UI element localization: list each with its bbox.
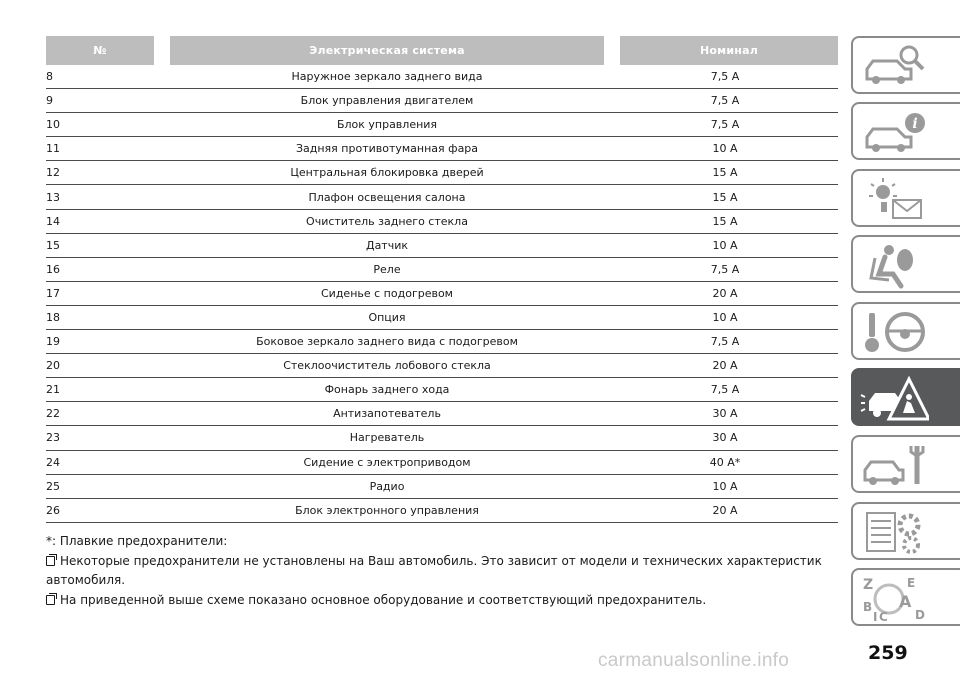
fuse-rating: 7,5 A — [612, 257, 838, 281]
table-row — [46, 474, 838, 498]
svg-text:E: E — [907, 576, 916, 590]
table-row — [46, 402, 838, 426]
watermark: carmanualsonline.info — [598, 650, 790, 671]
fuse-rating: 7,5 A — [612, 330, 838, 354]
fuse-system: Центральная блокировка дверей — [162, 161, 612, 185]
tab-car-info[interactable] — [851, 102, 960, 160]
table-row — [46, 354, 838, 378]
fuse-rating: 7,5 A — [612, 378, 838, 402]
fuse-system: Стеклоочиститель лобового стекла — [162, 354, 612, 378]
tab-safety[interactable] — [851, 235, 960, 293]
tab-warning-lights[interactable] — [851, 169, 960, 227]
fuse-number: 26 — [46, 498, 162, 522]
fuse-system: Наружное зеркало заднего вида — [162, 65, 612, 89]
table-row — [46, 233, 838, 257]
fuse-system: Датчик — [162, 233, 612, 257]
table-row — [46, 378, 838, 402]
svg-text:Z: Z — [863, 577, 874, 593]
svg-text:B: B — [863, 600, 873, 614]
table-row — [46, 305, 838, 329]
header-electrical-system: Электрическая система — [162, 36, 612, 65]
tab-index[interactable] — [851, 568, 960, 626]
table-row — [46, 330, 838, 354]
specs-gears-icon — [859, 507, 929, 557]
seat-airbag-icon — [859, 240, 929, 290]
fuse-system: Антизапотеватель — [162, 402, 612, 426]
fuse-system: Реле — [162, 257, 612, 281]
warning-lights-envelope-icon — [859, 174, 929, 224]
car-info-icon — [859, 107, 929, 157]
fuse-rating: 30 A — [612, 426, 838, 450]
fuse-number: 18 — [46, 305, 162, 329]
fuse-rating: 30 A — [612, 402, 838, 426]
table-row — [46, 498, 838, 522]
fuse-rating: 7,5 A — [612, 113, 838, 137]
fuse-system: Плафон освещения салона — [162, 185, 612, 209]
fuse-number: 15 — [46, 233, 162, 257]
table-row — [46, 450, 838, 474]
fuse-number: 16 — [46, 257, 162, 281]
fuse-rating: 20 A — [612, 498, 838, 522]
table-row — [46, 185, 838, 209]
tab-emergency[interactable] — [851, 368, 960, 426]
table-row — [46, 89, 838, 113]
fuse-system: Задняя противотуманная фара — [162, 137, 612, 161]
fuse-table — [46, 36, 838, 523]
car-search-icon — [859, 41, 929, 91]
table-row — [46, 137, 838, 161]
fuse-rating: 15 A — [612, 161, 838, 185]
fuse-number: 19 — [46, 330, 162, 354]
table-row — [46, 426, 838, 450]
fuse-number: 10 — [46, 113, 162, 137]
fuse-system: Блок управления двигателем — [162, 89, 612, 113]
fuse-system: Блок управления — [162, 113, 612, 137]
svg-text:i: i — [912, 116, 918, 132]
fuse-number: 21 — [46, 378, 162, 402]
fuse-number: 9 — [46, 89, 162, 113]
fuse-number: 13 — [46, 185, 162, 209]
fuse-number: 11 — [46, 137, 162, 161]
table-row — [46, 209, 838, 233]
fuse-system: Фонарь заднего хода — [162, 378, 612, 402]
tab-car-search[interactable] — [851, 36, 960, 94]
table-row — [46, 161, 838, 185]
fuse-rating: 10 A — [612, 305, 838, 329]
fuse-rating: 15 A — [612, 185, 838, 209]
page-number: 259 — [868, 642, 908, 664]
svg-text:I: I — [873, 610, 878, 623]
tab-starting-driving[interactable] — [851, 302, 960, 360]
fuse-system: Опция — [162, 305, 612, 329]
fuse-system: Сидение с электроприводом — [162, 450, 612, 474]
fuse-system: Нагреватель — [162, 426, 612, 450]
table-row — [46, 65, 838, 89]
fuse-number: 22 — [46, 402, 162, 426]
fuse-system: Сиденье с подогревом — [162, 281, 612, 305]
fuse-rating: 40 A* — [612, 450, 838, 474]
emergency-breakdown-icon — [859, 373, 929, 423]
footnote: *: Плавкие предохранители: — [46, 534, 228, 548]
fuse-number: 14 — [46, 209, 162, 233]
fuse-number: 25 — [46, 474, 162, 498]
fuse-number: 12 — [46, 161, 162, 185]
fuse-rating: 20 A — [612, 281, 838, 305]
header-number: № — [46, 36, 162, 65]
bullet-icon — [46, 595, 55, 605]
note-2-text: На приведенной выше схеме показано основное оборудование и соответствующий предохранитель. — [60, 592, 707, 607]
fuse-system: Очиститель заднего стекла — [162, 209, 612, 233]
bullet-icon — [46, 556, 55, 566]
header-rating: Номинал — [612, 36, 838, 65]
key-steering-wheel-icon — [859, 307, 929, 357]
notes — [46, 532, 838, 610]
note-2 — [46, 591, 838, 611]
table-row — [46, 113, 838, 137]
svg-text:D: D — [915, 608, 925, 622]
fuse-rating: 20 A — [612, 354, 838, 378]
table-row — [46, 281, 838, 305]
tab-technical-data[interactable] — [851, 502, 960, 560]
tab-maintenance[interactable] — [851, 435, 960, 493]
fuse-rating: 15 A — [612, 209, 838, 233]
fuse-rating: 7,5 A — [612, 65, 838, 89]
table-header-row — [46, 36, 838, 65]
svg-text:C: C — [879, 610, 888, 623]
fuse-number: 20 — [46, 354, 162, 378]
table-row — [46, 257, 838, 281]
note-1 — [46, 552, 838, 591]
fuse-number: 24 — [46, 450, 162, 474]
fuse-number: 17 — [46, 281, 162, 305]
fuse-number: 8 — [46, 65, 162, 89]
fuse-rating: 10 A — [612, 233, 838, 257]
fuse-rating: 7,5 A — [612, 89, 838, 113]
fuse-rating: 10 A — [612, 137, 838, 161]
note-1-text: Некоторые предохранители не установлены на Ваш автомобиль. Это зависит от модели и технических характеристик автомобиля. — [46, 553, 822, 587]
fuse-system: Боковое зеркало заднего вида с подогревом — [162, 330, 612, 354]
fuse-system: Блок электронного управления — [162, 498, 612, 522]
svg-text:A: A — [899, 592, 912, 611]
fuse-system: Радио — [162, 474, 612, 498]
fuse-rating: 10 A — [612, 474, 838, 498]
fuse-number: 23 — [46, 426, 162, 450]
car-maintenance-wrench-icon — [859, 440, 929, 490]
alphabetical-index-icon — [859, 573, 929, 623]
